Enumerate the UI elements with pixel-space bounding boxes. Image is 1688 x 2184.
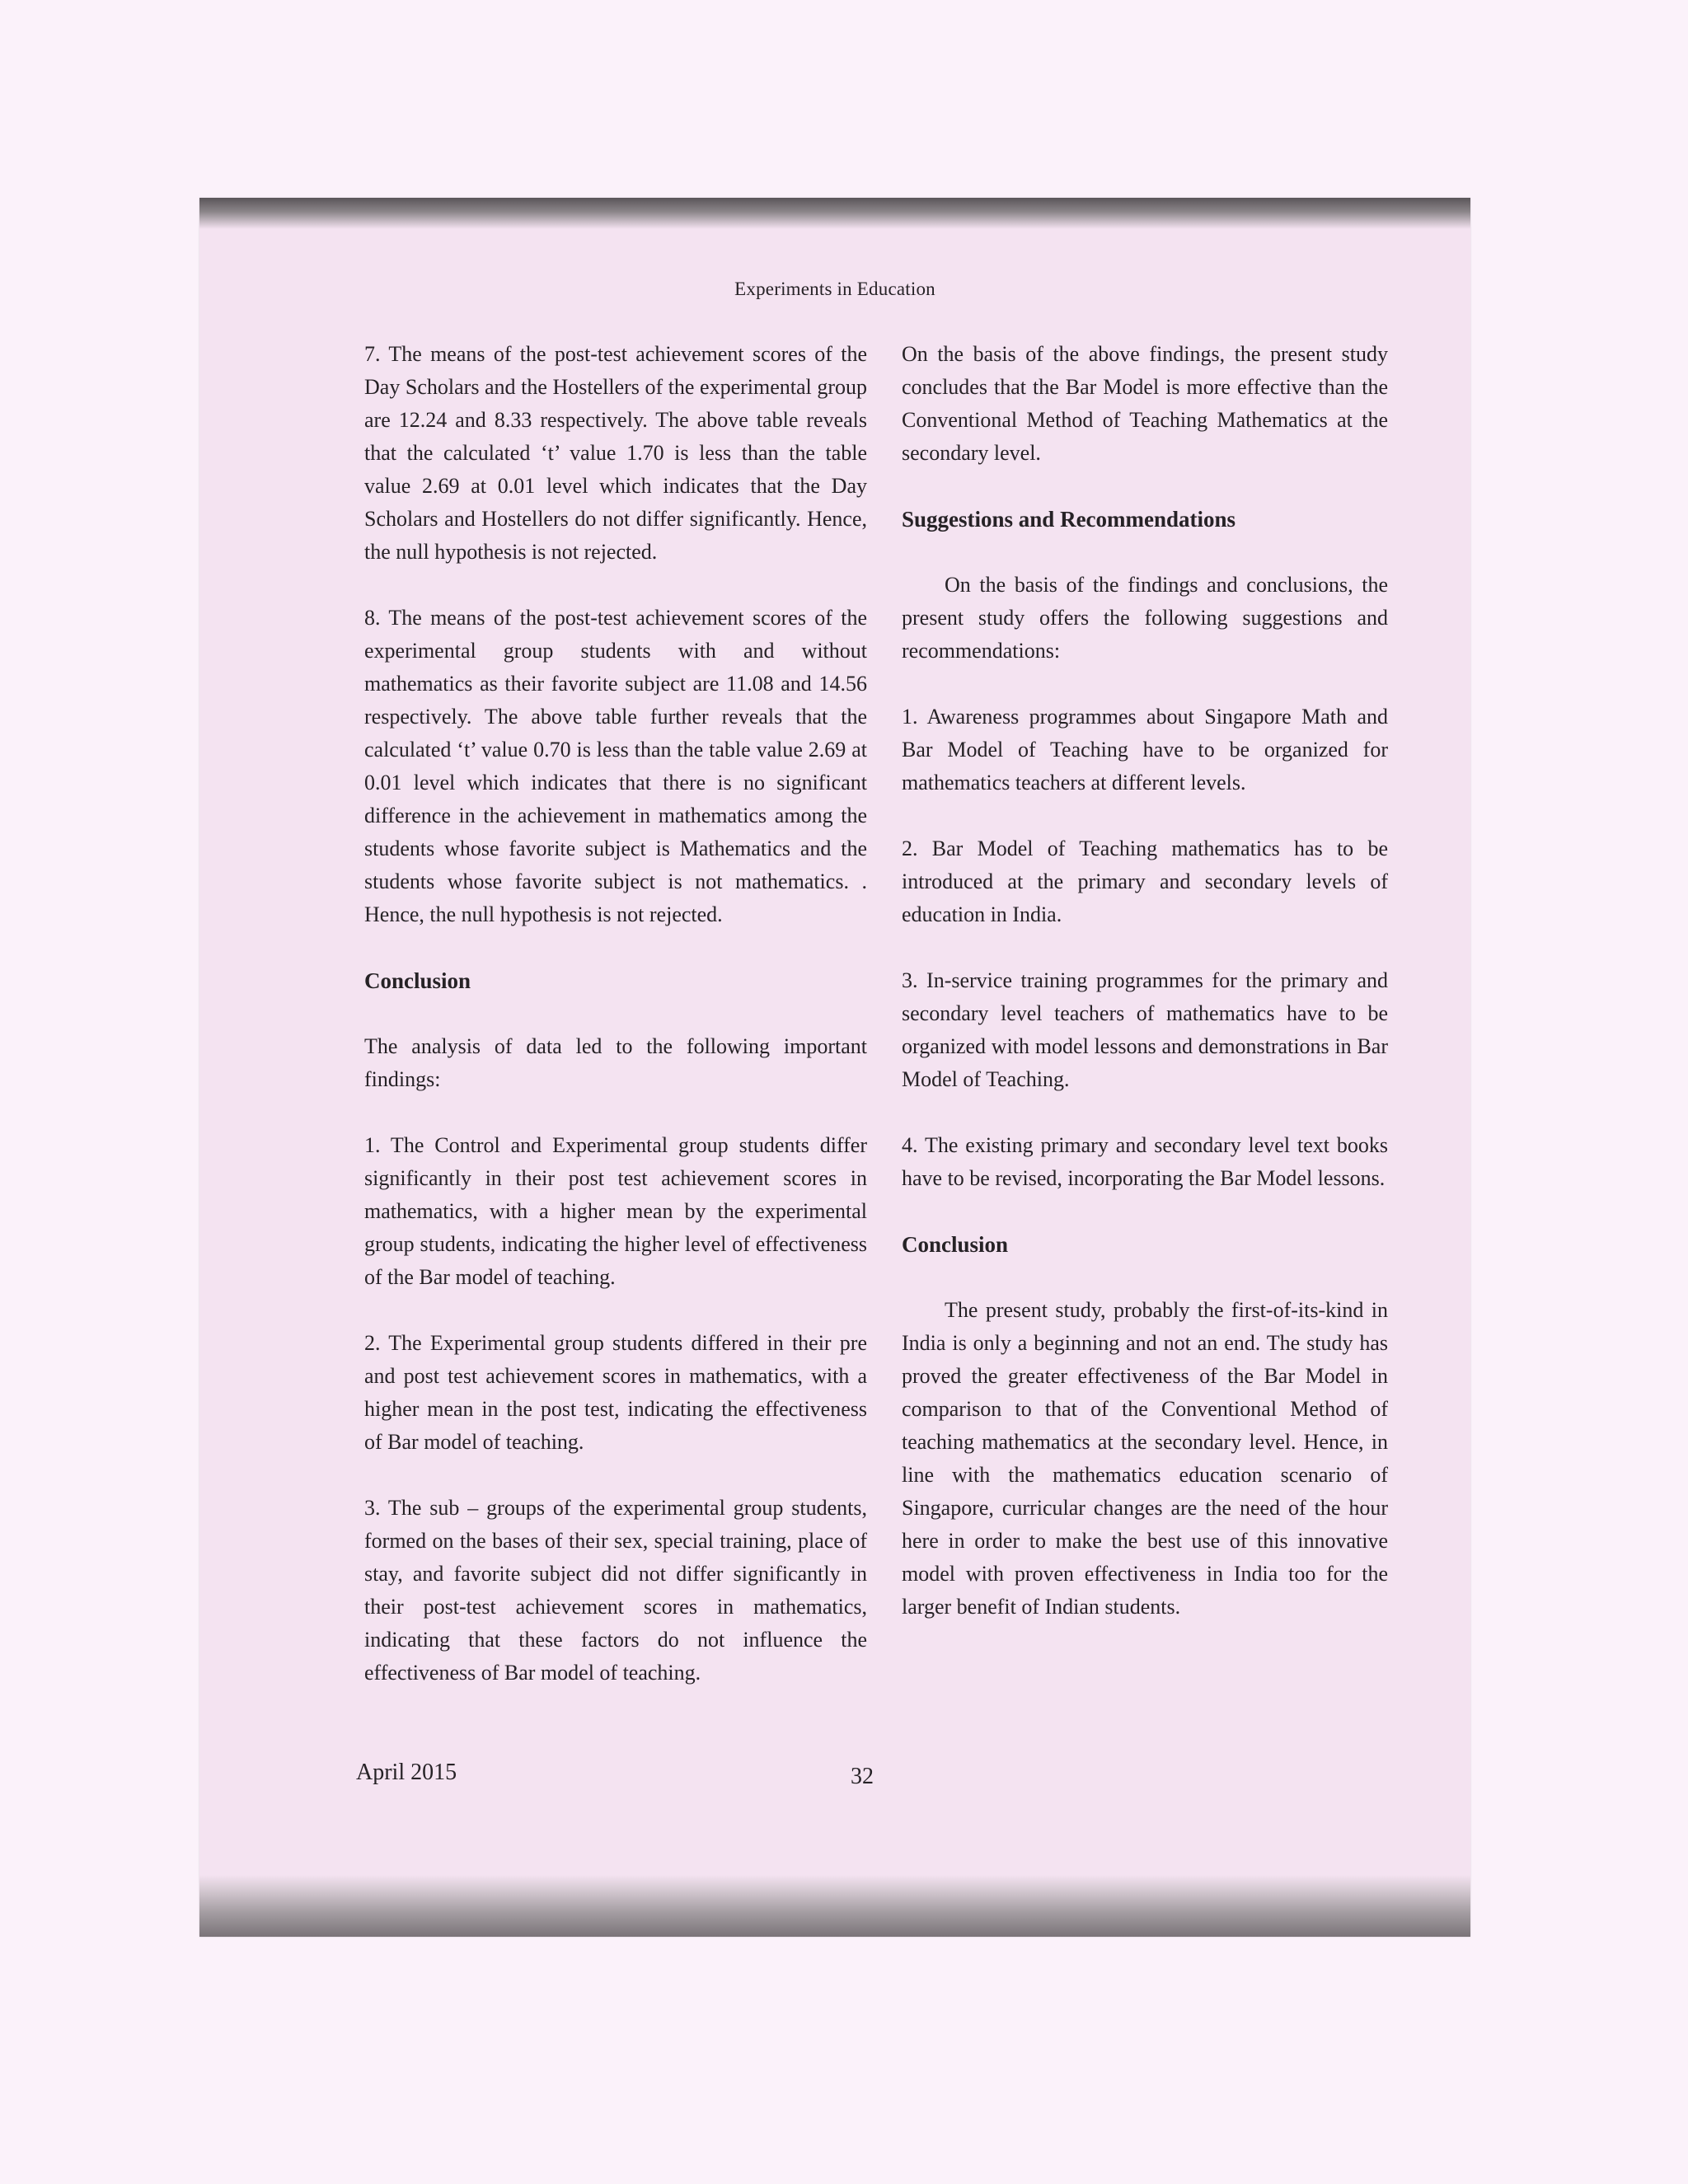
page-bottom-edge-shadow bbox=[199, 1875, 1470, 1937]
paragraph: The present study, probably the first-of-its-kind in India is only a beginning and not an end. The study has proved the greater effectiveness of the Bar Model in comparison to that of the Conventional Method of teaching mathematics at the secondary level. Hence, in line with the mathematics education scenario of Singapore, curricular changes are the need of the hour here in order to make the best use of this innovative model with proven effectiveness in India too for the larger benefit of Indian students. bbox=[902, 1298, 1388, 1619]
page-number: 32 bbox=[851, 1764, 874, 1789]
paragraph: On the basis of the above findings, the present study concludes that the Bar Model is more effective than the Conventional Method of Teaching Mathematics at the secondary level. bbox=[902, 342, 1388, 465]
left-column bbox=[364, 338, 867, 1722]
paragraph: The analysis of data led to the following important findings: bbox=[364, 1034, 867, 1091]
section-heading: Conclusion bbox=[902, 1232, 1009, 1257]
paragraph: On the basis of the findings and conclusions, the present study offers the following suggestions and recommendations: bbox=[902, 573, 1388, 663]
finding-item: 3. The sub – groups of the experimental group students, formed on the bases of their sex, special training, place of stay, and favorite subject did not differ significantly in their post-test achievement scores in mathematics, indicating that these factors do not influence the effectiveness of Bar model of teaching. bbox=[364, 1496, 867, 1685]
section-heading: Suggestions and Recommendations bbox=[902, 507, 1236, 532]
finding-item: 2. The Experimental group students differed in their pre and post test achievement scores in mathematics, with a higher mean in the post test, indicating the effectiveness of Bar model of teaching. bbox=[364, 1331, 867, 1454]
section-heading: Conclusion bbox=[364, 968, 471, 993]
paragraph: 7. The means of the post-test achievement scores of the Day Scholars and the Hostellers of the experimental group are 12.24 and 8.33 respectively. The above table reveals that the calculated ‘t’ value 1.70 is less than the table value 2.69 at 0.01 level which indicates that the Day Scholars and Hostellers do not differ significantly. Hence, the null hypothesis is not rejected. bbox=[364, 342, 867, 564]
scanned-page bbox=[199, 198, 1470, 1937]
page-top-edge-shadow bbox=[199, 198, 1470, 229]
finding-item: 1. The Control and Experimental group students differ significantly in their post test achievement scores in mathematics, with a higher mean by the experimental group students, indicating the higher level of effectiveness of the Bar model of teaching. bbox=[364, 1133, 867, 1289]
recommendation-item: 2. Bar Model of Teaching mathematics has to be introduced at the primary and secondary levels of education in India. bbox=[902, 837, 1388, 926]
footer-date: April 2015 bbox=[356, 1760, 457, 1785]
right-column bbox=[902, 338, 1388, 1657]
recommendation-item: 1. Awareness programmes about Singapore Math and Bar Model of Teaching have to be organized for mathematics teachers at different levels. bbox=[902, 705, 1388, 794]
recommendation-item: 4. The existing primary and secondary level text books have to be revised, incorporating the Bar Model lessons. bbox=[902, 1133, 1388, 1190]
paragraph: 8. The means of the post-test achievement scores of the experimental group students with and without mathematics as their favorite subject are 11.08 and 14.56 respectively. The above table further reveals that the calculated ‘t’ value 0.70 is less than the table value 2.69 at 0.01 level which indicates that there is no significant difference in the achievement in mathematics among the students whose favorite subject is Mathematics and the students whose favorite subject is not mathematics. . Hence, the null hypothesis is not rejected. bbox=[364, 606, 867, 926]
recommendation-item: 3. In-service training programmes for the primary and secondary level teachers of mathematics have to be organized with model lessons and demonstrations in Bar Model of Teaching. bbox=[902, 968, 1388, 1091]
running-header: Experiments in Education bbox=[734, 279, 935, 299]
